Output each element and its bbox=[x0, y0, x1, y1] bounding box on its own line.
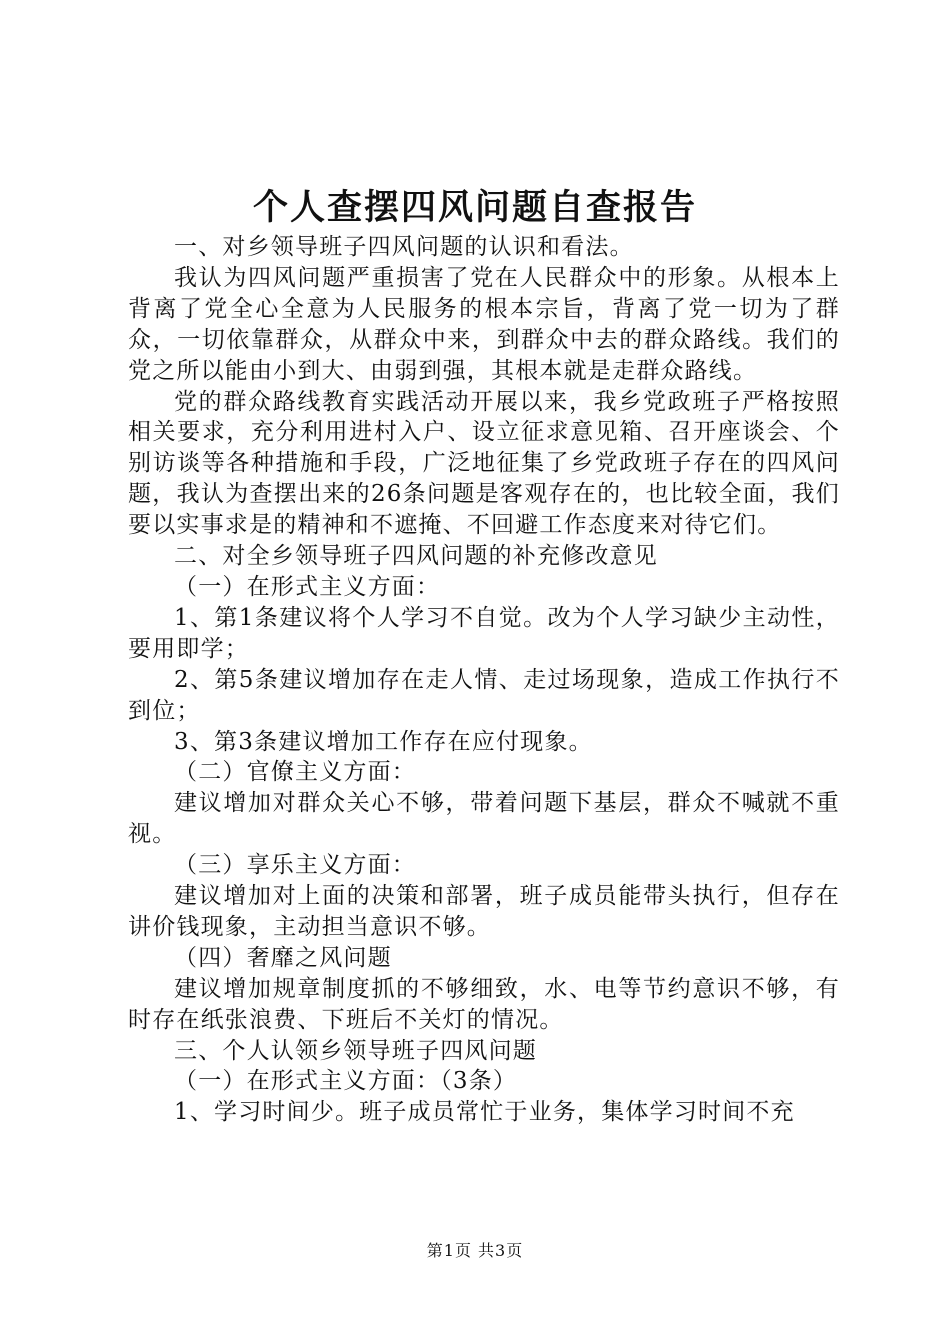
paragraph: 我认为四风问题严重损害了党在人民群众中的形象。从根本上背离了党全心全意为人民服务的根本宗旨，背离了党一切为了群众，一切依靠群众，从群众中来，到群众中去的群众路线。我们的党之所以能由小到大、由弱到强，其根本就是走群众路线。 bbox=[128, 264, 840, 384]
paragraph: （一）在形式主义方面：（3条） bbox=[174, 1068, 518, 1095]
paragraph: （三）享乐主义方面： bbox=[174, 852, 416, 879]
paragraph: 三、个人认领乡领导班子四风问题 bbox=[174, 1037, 537, 1064]
paragraph: 党的群众路线教育实践活动开展以来，我乡党政班子严格按照相关要求，充分利用进村入户、设立征求意见箱、召开座谈会、个别访谈等各种措施和手段，广泛地征集了乡党政班子存在的四风问题，我认为查摆出来的26条问题是客观存在的，也比较全面，我们要以实事求是的精神和不遮掩、不回避工作态度来对待它们。 bbox=[128, 388, 840, 539]
paragraph: 2、第5条建议增加存在走人情、走过场现象，造成工作执行不到位； bbox=[128, 666, 840, 724]
paragraph: （二）官僚主义方面： bbox=[174, 759, 416, 786]
paragraph: 一、对乡领导班子四风问题的认识和看法。 bbox=[174, 234, 634, 260]
paragraph: 1、第1条建议将个人学习不自觉。改为个人学习缺少主动性，要用即学； bbox=[128, 604, 840, 662]
paragraph: 1、学习时间少。班子成员常忙于业务，集体学习时间不充 bbox=[174, 1099, 795, 1126]
paragraph: 建议增加规章制度抓的不够细致，水、电等节约意识不够，有时存在纸张浪费、下班后不关灯的情况。 bbox=[128, 975, 840, 1033]
page-footer: 第1页 共3页 bbox=[426, 1241, 524, 1260]
paragraph: 二、对全乡领导班子四风问题的补充修改意见 bbox=[174, 543, 658, 570]
paragraph: 3、第3条建议增加工作存在应付现象。 bbox=[174, 728, 593, 755]
paragraph: 建议增加对上面的决策和部署，班子成员能带头执行，但存在讲价钱现象，主动担当意识不够。 bbox=[128, 883, 840, 940]
paragraph: 建议增加对群众关心不够，带着问题下基层，群众不喊就不重视。 bbox=[128, 790, 840, 848]
paragraph: （一）在形式主义方面： bbox=[174, 573, 441, 600]
document-body bbox=[128, 232, 840, 1128]
document-title: 个人查摆四风问题自查报告 bbox=[252, 187, 697, 228]
paragraph: （四）奢靡之风问题 bbox=[174, 944, 392, 971]
